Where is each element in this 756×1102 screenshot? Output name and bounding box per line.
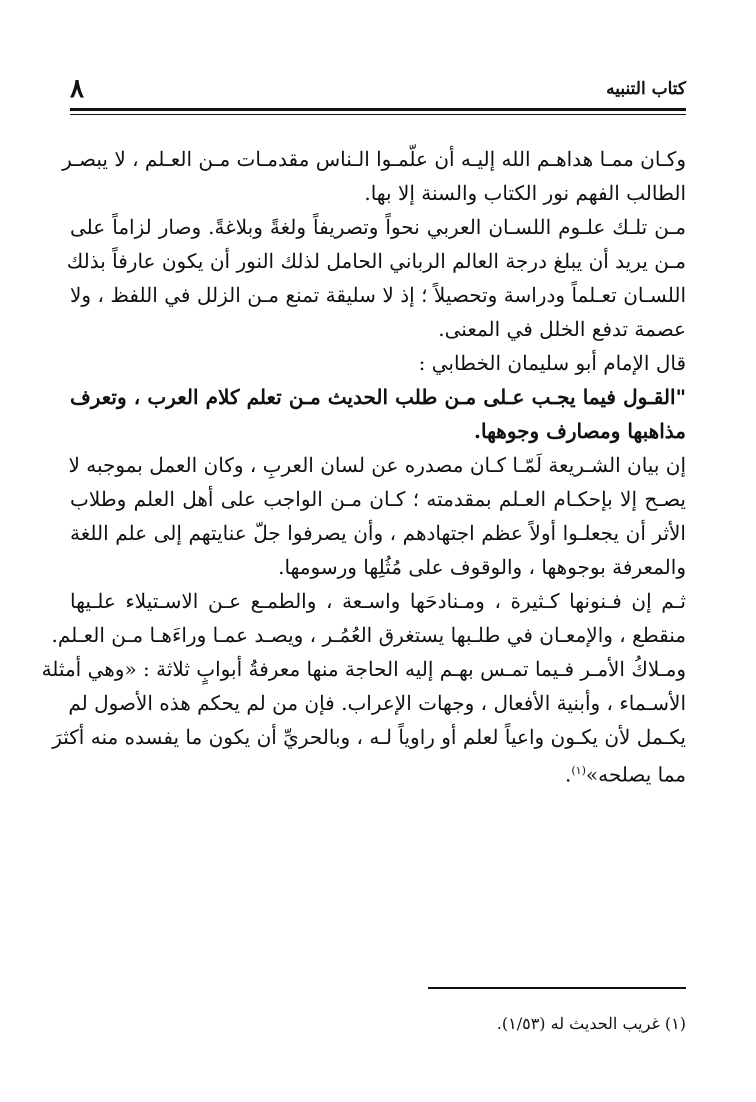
text-line: اللسـان تعـلماً ودراسة وتحصيلاً ؛ إذ لا سليقة تمنع مـن الزلل في اللفظ ، ولا [70, 283, 686, 307]
quote-line: مذاهبها ومصارف وجوهها. [474, 419, 686, 443]
page-header [70, 74, 686, 104]
footnote: (١) غريب الحديث له (١/٥٣). [496, 1014, 686, 1033]
text-line: عصمة تدفع الخلل في المعنى. [438, 317, 686, 341]
text-line: يصـح إلا بإحكـام العـلم بمقدمته ؛ كـان مـن الواجب على أهل العلم وطلاب [70, 487, 686, 511]
footnote-reference: (١) [571, 764, 586, 777]
footnote-separator [428, 987, 686, 989]
text-line: مـن تلـك علـوم اللسـان العربي نحواً وتصريفاً ولغةً وبلاغةً. وصار لزاماً على [70, 215, 686, 239]
text-line: وكـان ممـا هداهـم الله إليـه أن علّمـوا الـناس مقدمـات مـن العـلم ، لا يبصـر [62, 147, 686, 171]
text-line: الأسـماء ، وأبنية الأفعال ، وجهات الإعراب. فإن من لم يحكم هذه الأصول لم [68, 691, 686, 715]
text-line: ومـلاكُ الأمـر فـيما تمـس بهـم إليه الحاجة منها معرفةُ أبوابٍ ثلاثة : «وهي أمثلة [41, 657, 686, 681]
text-line: إن بيان الشـريعة لَمّـا كـان مصدره عن لسان العربِ ، وكان العمل بموجبه لا [68, 453, 686, 477]
body-text [41, 142, 686, 792]
quote-line: "القـول فيما يجـب عـلى مـن طلب الحديث مـن تعلم كلام العرب ، وتعرف [70, 385, 686, 409]
text-line: منقطع ، والإمعـان في طلـبها يستغرق العُمُـر ، ويصـد عمـا وراءَهـا مـن العـلم. [51, 623, 686, 647]
text-line: يكـمل لأن يكـون واعياً لعلم أو راوياً لـه ، وبالحريِّ أن يكون ما يفسده منه أكثرَ [52, 725, 686, 749]
text-line: الطالب الفهم نور الكتاب والسنة إلا بها. [364, 181, 686, 205]
text-line: ثـم إن فـنونها كـثيرة ، ومـنادحَها واسـعة ، والطمـع عـن الاسـتيلاء علـيها [70, 589, 686, 613]
text-line: والمعرفة بوجوهها ، والوقوف على مُثُلِها ورسومها. [278, 555, 686, 579]
text-line-final [70, 754, 686, 792]
text-line: الأثر أن يجعلـوا أولاً عظم اجتهادهم ، وأن يصرفوا جلّ عنايتهم إلى علم اللغة [70, 521, 686, 545]
header-rule-thin [70, 114, 686, 115]
text-line: مـن يريد أن يبلغ درجة العالم الرباني الحامل لذلك النور أن يكون عارفاً بذلك [66, 249, 686, 273]
text-line-content: مما يصلحه» [585, 762, 686, 787]
running-title: كتاب التنبيه [606, 79, 686, 99]
line-end-period: . [564, 762, 572, 787]
page-number: ٨ [70, 74, 84, 104]
header-rule-thick [70, 108, 686, 111]
text-line: قال الإمام أبو سليمان الخطابي : [418, 351, 686, 375]
